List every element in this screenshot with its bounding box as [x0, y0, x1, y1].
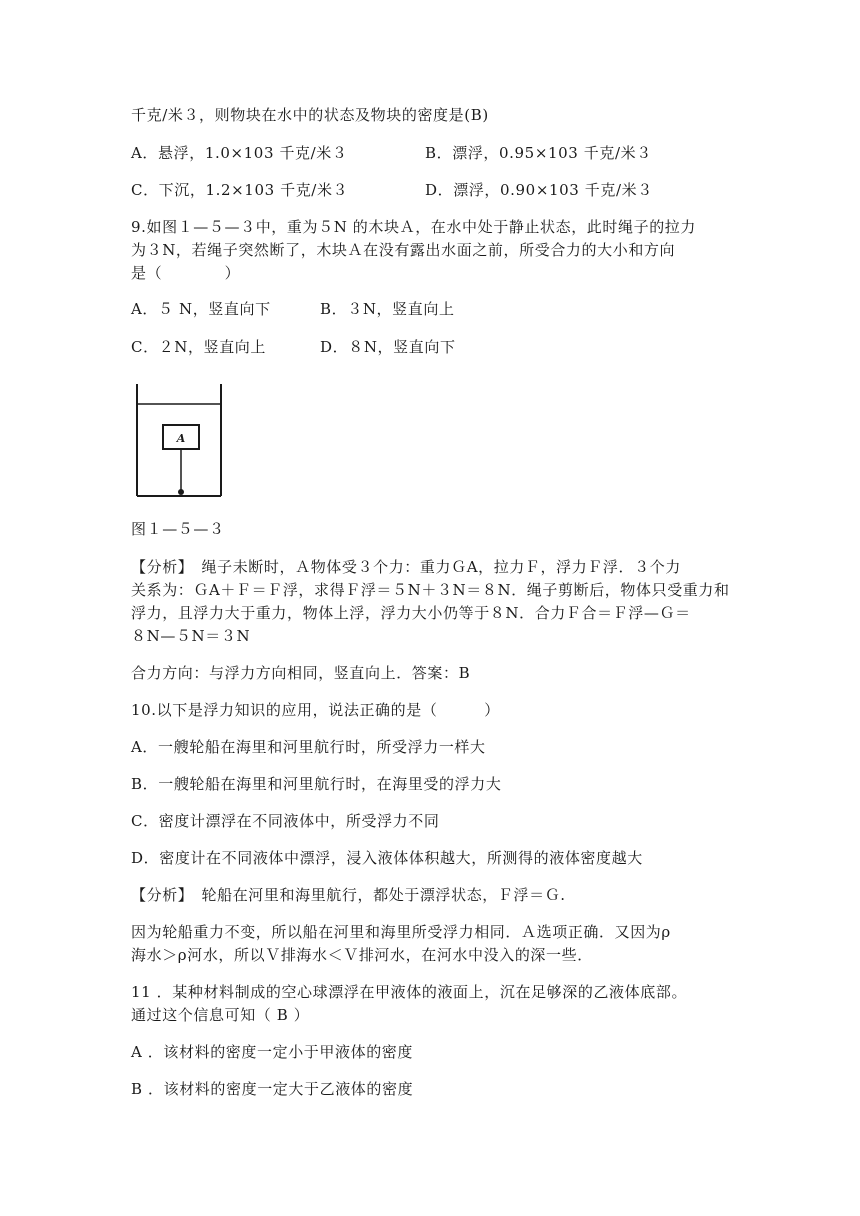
q9-answer: 合力方向：与浮力方向相同，竖直向上．答案：B [131, 664, 471, 682]
q10-option-c: C．密度计漂浮在不同液体中，所受浮力不同 [131, 812, 440, 830]
q9-option-c: C．２N，竖直向上 [131, 338, 267, 356]
q11-stem-line-1: 11 ．某种材料制成的空心球漂浮在甲液体的液面上，沉在足够深的乙液体底部。 [131, 983, 688, 1001]
q9-analysis-line-4: ８N—５N＝３N [131, 627, 251, 645]
q9-option-d: D．８N，竖直向下 [320, 338, 456, 356]
q8-option-b: B．漂浮，0.95×103 千克/米３ [425, 144, 652, 162]
q11-stem-line-2: 通过这个信息可知（ B ） [131, 1006, 310, 1024]
q8-option-a: A．悬浮，1.0×103 千克/米３ [131, 144, 348, 162]
q10-analysis-line-3: 海水＞ρ河水，所以Ｖ排海水＜Ｖ排河水，在河水中没入的深一些． [131, 946, 593, 964]
q10-option-a: A．一艘轮船在海里和河里航行时，所受浮力一样大 [131, 738, 486, 756]
q9-stem-line-2: 为３N，若绳子突然断了，木块Ａ在没有露出水面之前，所受合力的大小和方向 [131, 241, 676, 259]
q9-stem-line-1: 9.如图１—５—３中，重为５N 的木块Ａ，在水中处于静止状态，此时绳子的拉力 [131, 218, 697, 236]
q8-stem-tail: 千克/米３，则物块在水中的状态及物块的密度是(B) [131, 106, 489, 124]
q9-analysis-line-3: 浮力，且浮力大于重力，物体上浮，浮力大小仍等于８N．合力Ｆ合＝Ｆ浮—Ｇ＝ [131, 604, 691, 622]
container-diagram [131, 382, 231, 498]
q9-analysis-line-1: 【分析】 绳子未断时，Ａ物体受３个力：重力ＧA，拉力Ｆ，浮力Ｆ浮．３个力 [131, 558, 681, 576]
block-label: A [176, 432, 186, 445]
q10-option-b: B．一艘轮船在海里和河里航行时，在海里受的浮力大 [131, 775, 502, 793]
q10-stem: 10.以下是浮力知识的应用，说法正确的是（ ） [131, 701, 500, 719]
q11-option-b: B ．该材料的密度一定大于乙液体的密度 [131, 1080, 414, 1098]
figure-caption: 图１—５—３ [131, 520, 225, 538]
q9-stem-line-3: 是（ ） [131, 264, 241, 282]
q10-analysis-line-1: 【分析】 轮船在河里和海里航行，都处于漂浮状态，Ｆ浮＝Ｇ. [131, 886, 566, 904]
q11-option-a: A ．该材料的密度一定小于甲液体的密度 [131, 1043, 414, 1061]
anchor-point [178, 489, 184, 495]
q9-analysis-line-2: 关系为：ＧA＋Ｆ＝Ｆ浮，求得Ｆ浮＝５N＋３N＝８N．绳子剪断后，物体只受重力和 [131, 581, 730, 599]
q10-analysis-line-2: 因为轮船重力不变，所以船在河里和海里所受浮力相同．Ａ选项正确．又因为ρ [131, 923, 671, 941]
q9-option-a: A．５ N，竖直向下 [131, 300, 271, 318]
q10-option-d: D．密度计在不同液体中漂浮，浸入液体体积越大，所测得的液体密度越大 [131, 849, 643, 867]
q8-option-d: D．漂浮，0.90×103 千克/米３ [425, 181, 653, 199]
q8-option-c: C．下沉，1.2×103 千克/米３ [131, 181, 349, 199]
q9-option-b: B．３N，竖直向上 [320, 300, 455, 318]
